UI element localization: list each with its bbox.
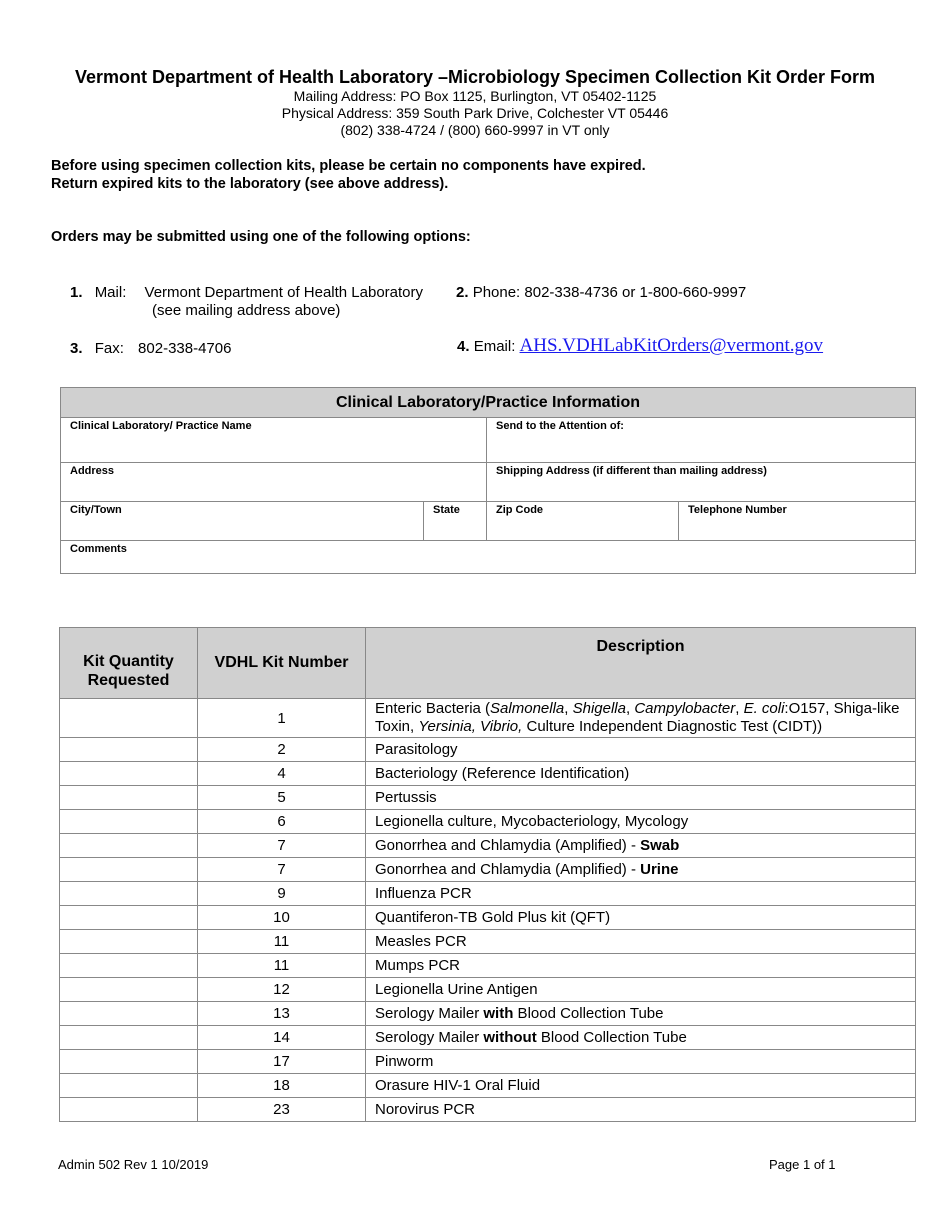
address-label: Address	[70, 465, 115, 477]
option-phone-text: Phone: 802-338-4736 or 1-800-660-9997	[472, 284, 747, 301]
telephone-label: Telephone Number	[688, 504, 787, 516]
kit-description: Pertussis	[366, 786, 916, 810]
shipping-address-field[interactable]	[487, 463, 916, 502]
kit-number: 2	[198, 738, 366, 762]
kit-quantity-input[interactable]	[60, 699, 198, 738]
form-header	[0, 66, 950, 139]
kit-row	[60, 882, 916, 906]
kit-quantity-input[interactable]	[60, 1050, 198, 1074]
attention-field[interactable]	[487, 418, 916, 463]
kit-number: 11	[198, 930, 366, 954]
kit-number: 14	[198, 1026, 366, 1050]
kit-quantity-input[interactable]	[60, 834, 198, 858]
kit-row	[60, 1026, 916, 1050]
comments-field[interactable]	[61, 541, 916, 574]
mailing-address: Mailing Address: PO Box 1125, Burlington, VT 05402-1125	[293, 88, 657, 104]
kit-quantity-input[interactable]	[60, 762, 198, 786]
kit-row	[60, 762, 916, 786]
kit-row	[60, 858, 916, 882]
orders-intro: Orders may be submitted using one of the following options:	[51, 229, 471, 245]
kit-number: 18	[198, 1074, 366, 1098]
option-email	[457, 337, 823, 356]
kit-row	[60, 906, 916, 930]
col-kit-number: VDHL Kit Number	[198, 628, 366, 699]
col-kit-quantity-line1: Kit Quantity	[83, 653, 174, 670]
shipping-address-label: Shipping Address (if different than mailing address)	[496, 465, 767, 477]
kit-quantity-input[interactable]	[60, 1098, 198, 1122]
kit-number: 1	[198, 699, 366, 738]
kit-number: 10	[198, 906, 366, 930]
kit-row	[60, 1074, 916, 1098]
kit-number: 6	[198, 810, 366, 834]
kit-row	[60, 1098, 916, 1122]
attention-label: Send to the Attention of:	[496, 420, 624, 432]
state-label: State	[433, 504, 460, 516]
kit-number: 13	[198, 1002, 366, 1026]
kit-row	[60, 786, 916, 810]
kit-quantity-input[interactable]	[60, 1026, 198, 1050]
phone-numbers: (802) 338-4724 / (800) 660-9997 in VT only	[340, 122, 610, 138]
option-email-label: Email:	[473, 338, 516, 355]
col-kit-quantity	[60, 628, 198, 699]
notice-line-1: Before using specimen collection kits, please be certain no components have expired.	[51, 158, 646, 174]
kit-description: Legionella culture, Mycobacteriology, Mycology	[366, 810, 916, 834]
kit-quantity-input[interactable]	[60, 810, 198, 834]
kit-description: Gonorrhea and Chlamydia (Amplified) - Urine	[366, 858, 916, 882]
notice-line-2: Return expired kits to the laboratory (see above address).	[51, 176, 449, 192]
kit-description: Pinworm	[366, 1050, 916, 1074]
city-label: City/Town	[70, 504, 122, 516]
option-mail-note: (see mailing address above)	[152, 302, 341, 319]
state-field[interactable]	[424, 502, 487, 541]
option-mail	[70, 284, 423, 320]
zip-label: Zip Code	[496, 504, 544, 516]
option-fax	[70, 340, 231, 358]
zip-field[interactable]	[487, 502, 679, 541]
kit-description: Bacteriology (Reference Identification)	[366, 762, 916, 786]
kit-description: Orasure HIV-1 Oral Fluid	[366, 1074, 916, 1098]
kit-number: 7	[198, 858, 366, 882]
kit-description: Serology Mailer without Blood Collection Tube	[366, 1026, 916, 1050]
kit-number: 17	[198, 1050, 366, 1074]
email-link[interactable]: AHS.VDHLabKitOrders@vermont.gov	[519, 335, 824, 356]
form-revision: Admin 502 Rev 1 10/2019	[58, 1157, 209, 1172]
address-field[interactable]	[61, 463, 487, 502]
kit-quantity-input[interactable]	[60, 954, 198, 978]
kit-number: 4	[198, 762, 366, 786]
city-field[interactable]	[61, 502, 424, 541]
col-kit-quantity-line2: Requested	[87, 672, 170, 689]
telephone-field[interactable]	[679, 502, 916, 541]
comments-label: Comments	[70, 543, 127, 555]
col-description: Description	[366, 628, 916, 699]
kit-row	[60, 834, 916, 858]
kit-row	[60, 954, 916, 978]
option-email-num: 4.	[457, 338, 470, 355]
option-mail-label: Mail:	[94, 284, 127, 301]
kit-order-table	[59, 627, 916, 1122]
kit-description: Enteric Bacteria (Salmonella, Shigella, Campylobacter, E. coli:O157, Shiga-like Toxin, Yersinia, Vibrio, Culture Independent Diagnostic Test (CIDT))	[366, 699, 916, 738]
practice-info-heading: Clinical Laboratory/Practice Information	[61, 388, 916, 418]
kit-quantity-input[interactable]	[60, 1074, 198, 1098]
kit-row	[60, 738, 916, 762]
option-mail-value: Vermont Department of Health Laboratory	[144, 284, 424, 301]
kit-description: Gonorrhea and Chlamydia (Amplified) - Swab	[366, 834, 916, 858]
kit-number: 5	[198, 786, 366, 810]
kit-quantity-input[interactable]	[60, 738, 198, 762]
practice-name-label: Clinical Laboratory/ Practice Name	[70, 420, 252, 432]
kit-quantity-input[interactable]	[60, 978, 198, 1002]
kit-number: 23	[198, 1098, 366, 1122]
kit-description: Legionella Urine Antigen	[366, 978, 916, 1002]
physical-address: Physical Address: 359 South Park Drive, Colchester VT 05446	[281, 105, 669, 121]
option-mail-num: 1.	[70, 284, 83, 301]
kit-row	[60, 1002, 916, 1026]
kit-row	[60, 699, 916, 738]
kit-quantity-input[interactable]	[60, 786, 198, 810]
kit-description: Measles PCR	[366, 930, 916, 954]
kit-row	[60, 1050, 916, 1074]
kit-number: 11	[198, 954, 366, 978]
kit-row	[60, 930, 916, 954]
practice-name-field[interactable]	[61, 418, 487, 463]
kit-quantity-input[interactable]	[60, 1002, 198, 1026]
kit-description: Norovirus PCR	[366, 1098, 916, 1122]
kit-row	[60, 810, 916, 834]
kit-description: Parasitology	[366, 738, 916, 762]
kit-number: 7	[198, 834, 366, 858]
kit-quantity-input[interactable]	[60, 930, 198, 954]
option-phone	[456, 284, 746, 302]
option-fax-num: 3.	[70, 340, 83, 357]
kit-description: Mumps PCR	[366, 954, 916, 978]
kit-description: Serology Mailer with Blood Collection Tube	[366, 1002, 916, 1026]
page-number: Page 1 of 1	[769, 1157, 836, 1172]
kit-quantity-input[interactable]	[60, 858, 198, 882]
practice-info-form	[60, 387, 916, 574]
form-title: Vermont Department of Health Laboratory –Microbiology Specimen Collection Kit Order Form	[74, 67, 876, 87]
kit-row	[60, 978, 916, 1002]
kit-number: 9	[198, 882, 366, 906]
kit-quantity-input[interactable]	[60, 882, 198, 906]
kit-description: Influenza PCR	[366, 882, 916, 906]
kit-number: 12	[198, 978, 366, 1002]
option-phone-num: 2.	[456, 284, 469, 301]
kit-quantity-input[interactable]	[60, 906, 198, 930]
expiry-notice	[51, 157, 646, 193]
option-fax-value: 802-338-4706	[138, 340, 232, 357]
option-fax-label: Fax:	[94, 340, 124, 357]
kit-description: Quantiferon-TB Gold Plus kit (QFT)	[366, 906, 916, 930]
